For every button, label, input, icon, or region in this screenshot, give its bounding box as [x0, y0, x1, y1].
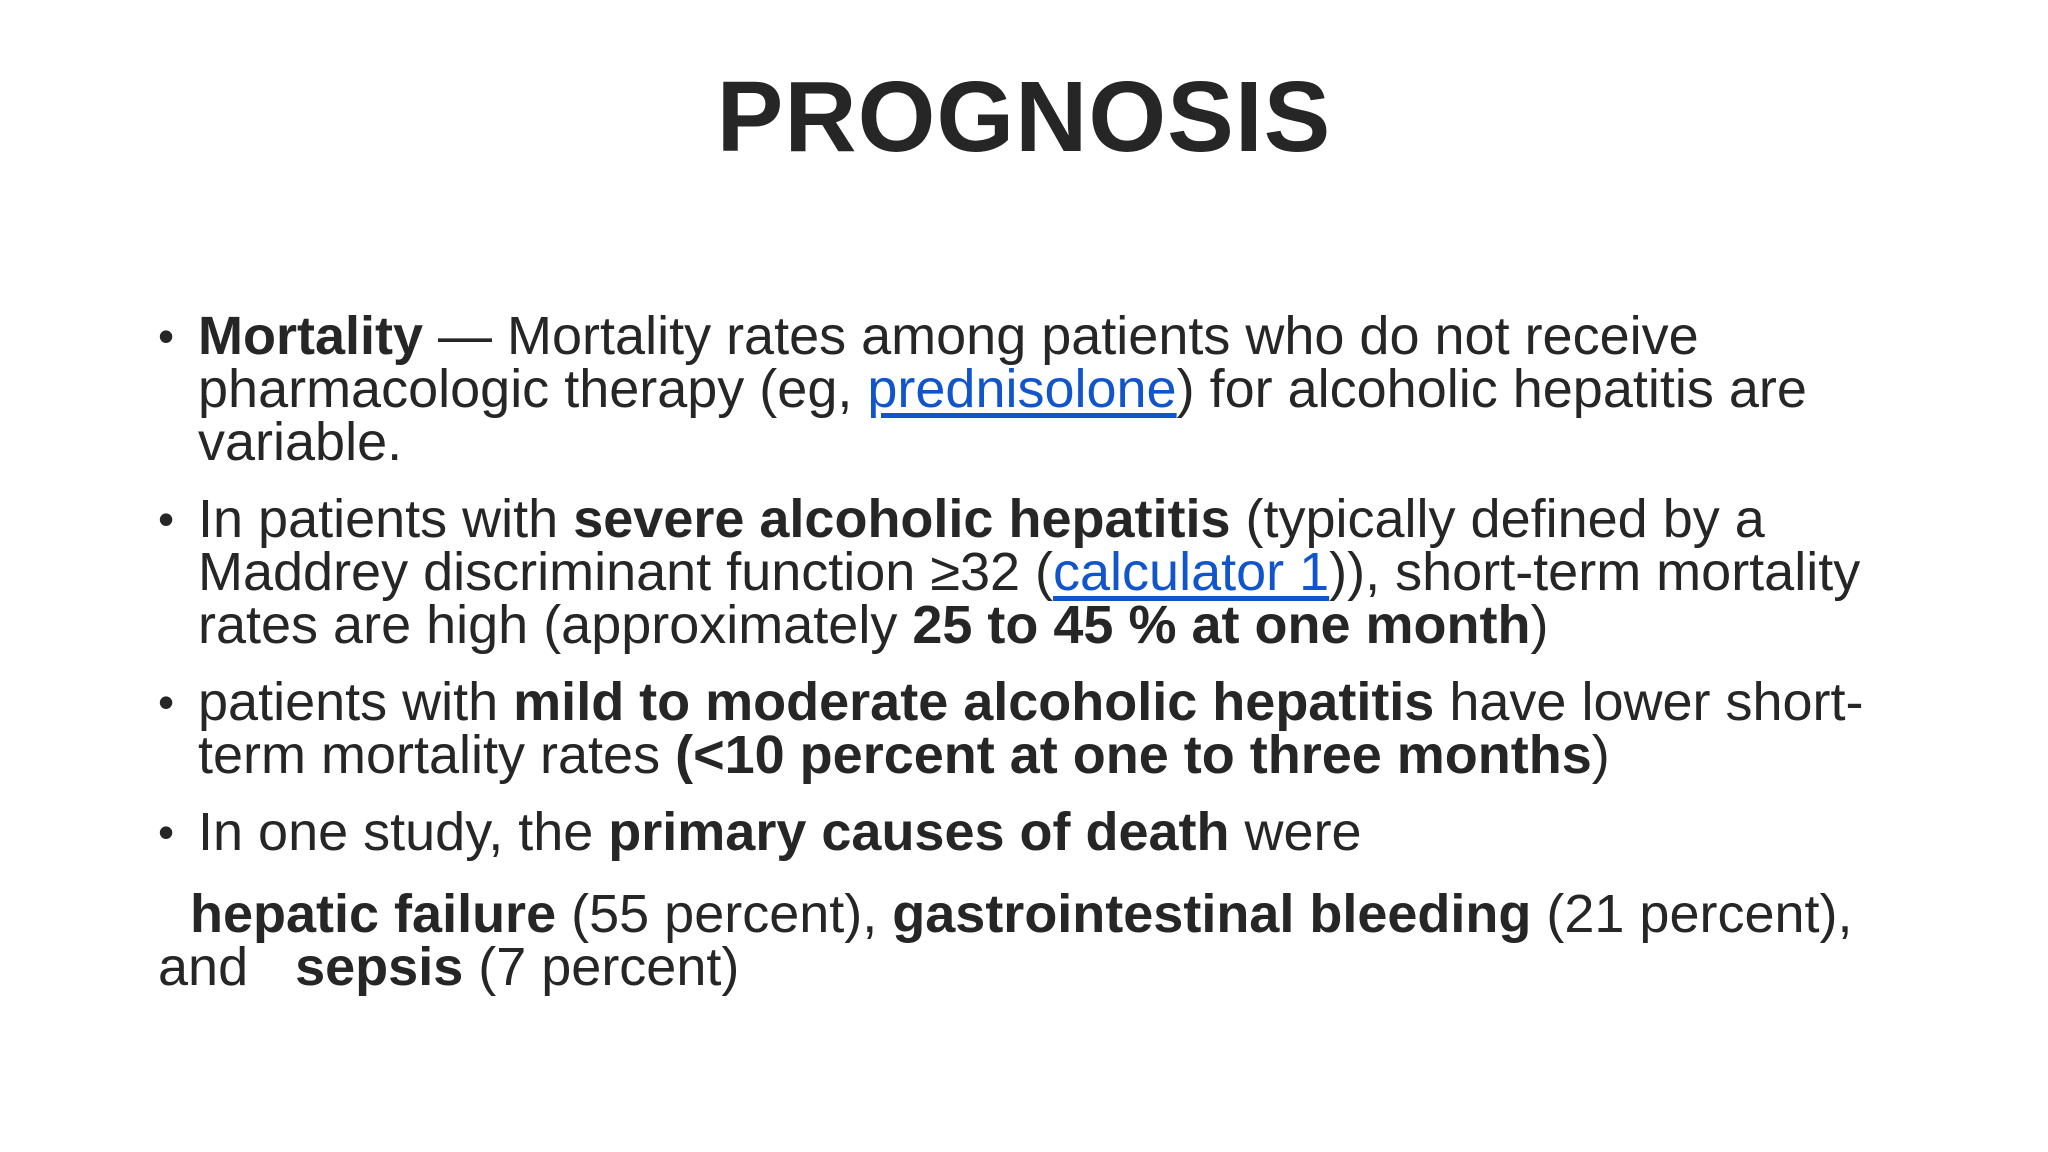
- bullet-text: (typically defined by a Maddrey discriminant function ≥32 (: [198, 489, 1765, 602]
- mild-mortality-rate: (<10 percent at one to three months: [675, 725, 1592, 785]
- tail-text: (55 percent),: [556, 884, 893, 944]
- bullet-text: )), short-term mortality rates are high (approximately: [198, 542, 1861, 655]
- bullet-dot-icon: •: [158, 806, 175, 858]
- calculator-link[interactable]: calculator 1: [1053, 542, 1330, 602]
- bullet-severe-hepatitis: [158, 489, 1918, 655]
- prednisolone-link[interactable]: prednisolone: [867, 359, 1177, 419]
- bullet-text: — Mortality rates among patients who do not receive pharmacologic therapy (eg,: [198, 306, 1699, 419]
- cause-gi-bleeding: gastrointestinal bleeding: [892, 884, 1532, 944]
- term-mortality: Mortality: [198, 306, 424, 366]
- bullet-dot-icon: •: [158, 310, 175, 362]
- bullet-causes-of-death: [158, 802, 1918, 862]
- slide-title: PROGNOSIS: [716, 61, 1332, 173]
- bullet-text: were: [1229, 802, 1362, 862]
- tail-text: (21 percent), and: [158, 884, 1853, 997]
- bullet-dot-icon: •: [158, 676, 175, 728]
- bullet-text: have lower short-term mortality rates: [198, 672, 1864, 785]
- indent-spacer: [158, 884, 190, 944]
- term-severe-hepatitis: severe alcoholic hepatitis: [573, 489, 1231, 549]
- bullet-dot-icon: •: [158, 493, 175, 545]
- cause-hepatic-failure: hepatic failure: [190, 884, 557, 944]
- bullet-text: patients with: [198, 672, 514, 732]
- term-primary-causes: primary causes of death: [608, 802, 1230, 862]
- bullet-text: ) for alcoholic hepatitis are variable.: [198, 359, 1807, 472]
- severe-mortality-rate: 25 to 45 % at one month: [912, 595, 1531, 655]
- bullet-text: ): [1591, 725, 1610, 785]
- bullet-mortality: [158, 306, 1918, 472]
- term-mild-hepatitis: mild to moderate alcoholic hepatitis: [513, 672, 1435, 732]
- bullet-list: [158, 306, 1918, 883]
- bullet-text: In one study, the: [198, 802, 609, 862]
- bullet-text: ): [1530, 595, 1549, 655]
- tail-text: (7 percent): [463, 937, 740, 997]
- causes-of-death-detail: [158, 884, 1918, 997]
- cause-sepsis: sepsis: [295, 937, 464, 997]
- bullet-text: In patients with: [198, 489, 574, 549]
- bullet-mild-hepatitis: [158, 672, 1918, 785]
